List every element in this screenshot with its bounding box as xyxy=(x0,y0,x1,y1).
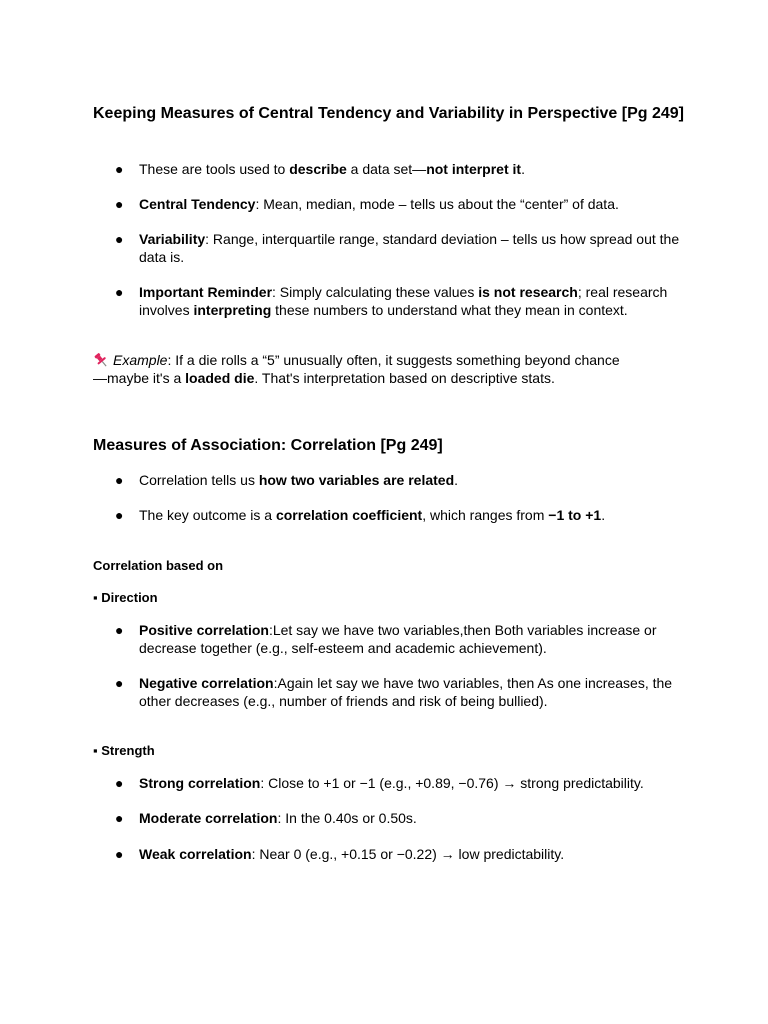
text-run: a data set— xyxy=(346,161,427,177)
bullet-dot: ● xyxy=(115,161,124,177)
bold-run: Important Reminder xyxy=(139,284,273,300)
bullet-item xyxy=(115,674,684,710)
bullet-item xyxy=(115,160,684,178)
text-run: : In the 0.40s or 0.50s. xyxy=(277,810,417,826)
subheading-strength: ▪ Strength xyxy=(93,743,155,758)
bold-run: Central Tendency xyxy=(139,196,256,212)
bold-run: Positive correlation xyxy=(139,622,269,638)
text-run: . xyxy=(521,161,525,177)
text-run: ; real research involves xyxy=(139,284,668,318)
bullet-dot: ● xyxy=(115,775,124,791)
bullet-dot: ● xyxy=(115,810,124,826)
text-run: : Close to +1 or −1 (e.g., +0.89, −0.76) → strong predictability. xyxy=(260,775,644,791)
bullet-dot: ● xyxy=(115,472,124,488)
bold-run: correlation coefficient xyxy=(275,507,423,523)
bold-run: Strong correlation xyxy=(139,775,261,791)
text-run: these numbers to understand what they mean in context. xyxy=(271,302,628,318)
bullet-item xyxy=(115,471,684,489)
bold-run: describe xyxy=(289,161,347,177)
text-run: . xyxy=(454,472,459,488)
text-run: . That's interpretation based on descriptive stats. xyxy=(254,370,555,386)
bullet-dot: ● xyxy=(115,231,124,247)
text-run: : Mean, median, mode – tells us about the “center” of data. xyxy=(255,196,619,212)
bullet-item xyxy=(115,283,684,319)
bold-run: loaded die xyxy=(185,370,255,386)
bullet-dot: ● xyxy=(115,846,124,862)
subheading-direction: ▪ Direction xyxy=(93,590,158,605)
bold-run: Weak correlation xyxy=(139,846,252,862)
text-run: :Let say we have two variables,then Both variables increase or decrease together (e.g., self-esteem and academic achievement). xyxy=(139,622,657,656)
pushpin-icon xyxy=(93,352,109,368)
text-run: : If a die rolls a “5” unusually often, it suggests something beyond chance—maybe it's a xyxy=(93,352,620,386)
section-heading-correlation: Measures of Association: Correlation [Pg 249] xyxy=(93,437,443,454)
text-run: These are tools used to xyxy=(139,161,290,177)
bold-run: interpreting xyxy=(193,302,272,318)
bullet-dot: ● xyxy=(115,284,124,300)
bullet-item xyxy=(115,195,684,213)
bold-run: Negative correlation xyxy=(139,675,274,691)
bold-run: is not research xyxy=(478,284,578,300)
text-run: . xyxy=(601,507,606,523)
text-run: : Near 0 (e.g., +0.15 or −0.22) → low predictability. xyxy=(251,846,565,862)
bold-run: Moderate correlation xyxy=(139,810,278,826)
bullet-item xyxy=(115,845,684,863)
section-heading-central-tendency: Keeping Measures of Central Tendency and Variability in Perspective [Pg 249] xyxy=(93,105,685,122)
text-run: The key outcome is a xyxy=(139,507,276,523)
bullet-item xyxy=(115,809,684,827)
bold-run: −1 to +1 xyxy=(548,507,602,523)
bullet-dot: ● xyxy=(115,507,124,523)
bullet-item xyxy=(115,506,684,524)
bullet-dot: ● xyxy=(115,196,124,212)
bullet-item xyxy=(115,621,684,657)
text-run: , which ranges from xyxy=(422,507,549,523)
text-run: : Simply calculating these values xyxy=(272,284,479,300)
text-run: :Again let say we have two variables, then As one increases, the other decreases (e.g., number of friends and risk of being bullied). xyxy=(139,675,673,709)
bold-run: Variability xyxy=(139,231,206,247)
bullet-item xyxy=(115,230,684,266)
example-label: Example xyxy=(113,352,168,368)
text-run: : Range, interquartile range, standard deviation – tells us how spread out the data is. xyxy=(139,231,680,265)
bullet-dot: ● xyxy=(115,622,124,638)
bold-run: not interpret it xyxy=(426,161,522,177)
bold-run: how two variables are related xyxy=(258,472,455,488)
example-paragraph xyxy=(93,351,623,387)
text-run: Correlation tells us xyxy=(139,472,259,488)
bullet-item xyxy=(115,774,684,792)
subheading-correlation-based-on: Correlation based on xyxy=(93,558,224,573)
bullet-dot: ● xyxy=(115,675,124,691)
